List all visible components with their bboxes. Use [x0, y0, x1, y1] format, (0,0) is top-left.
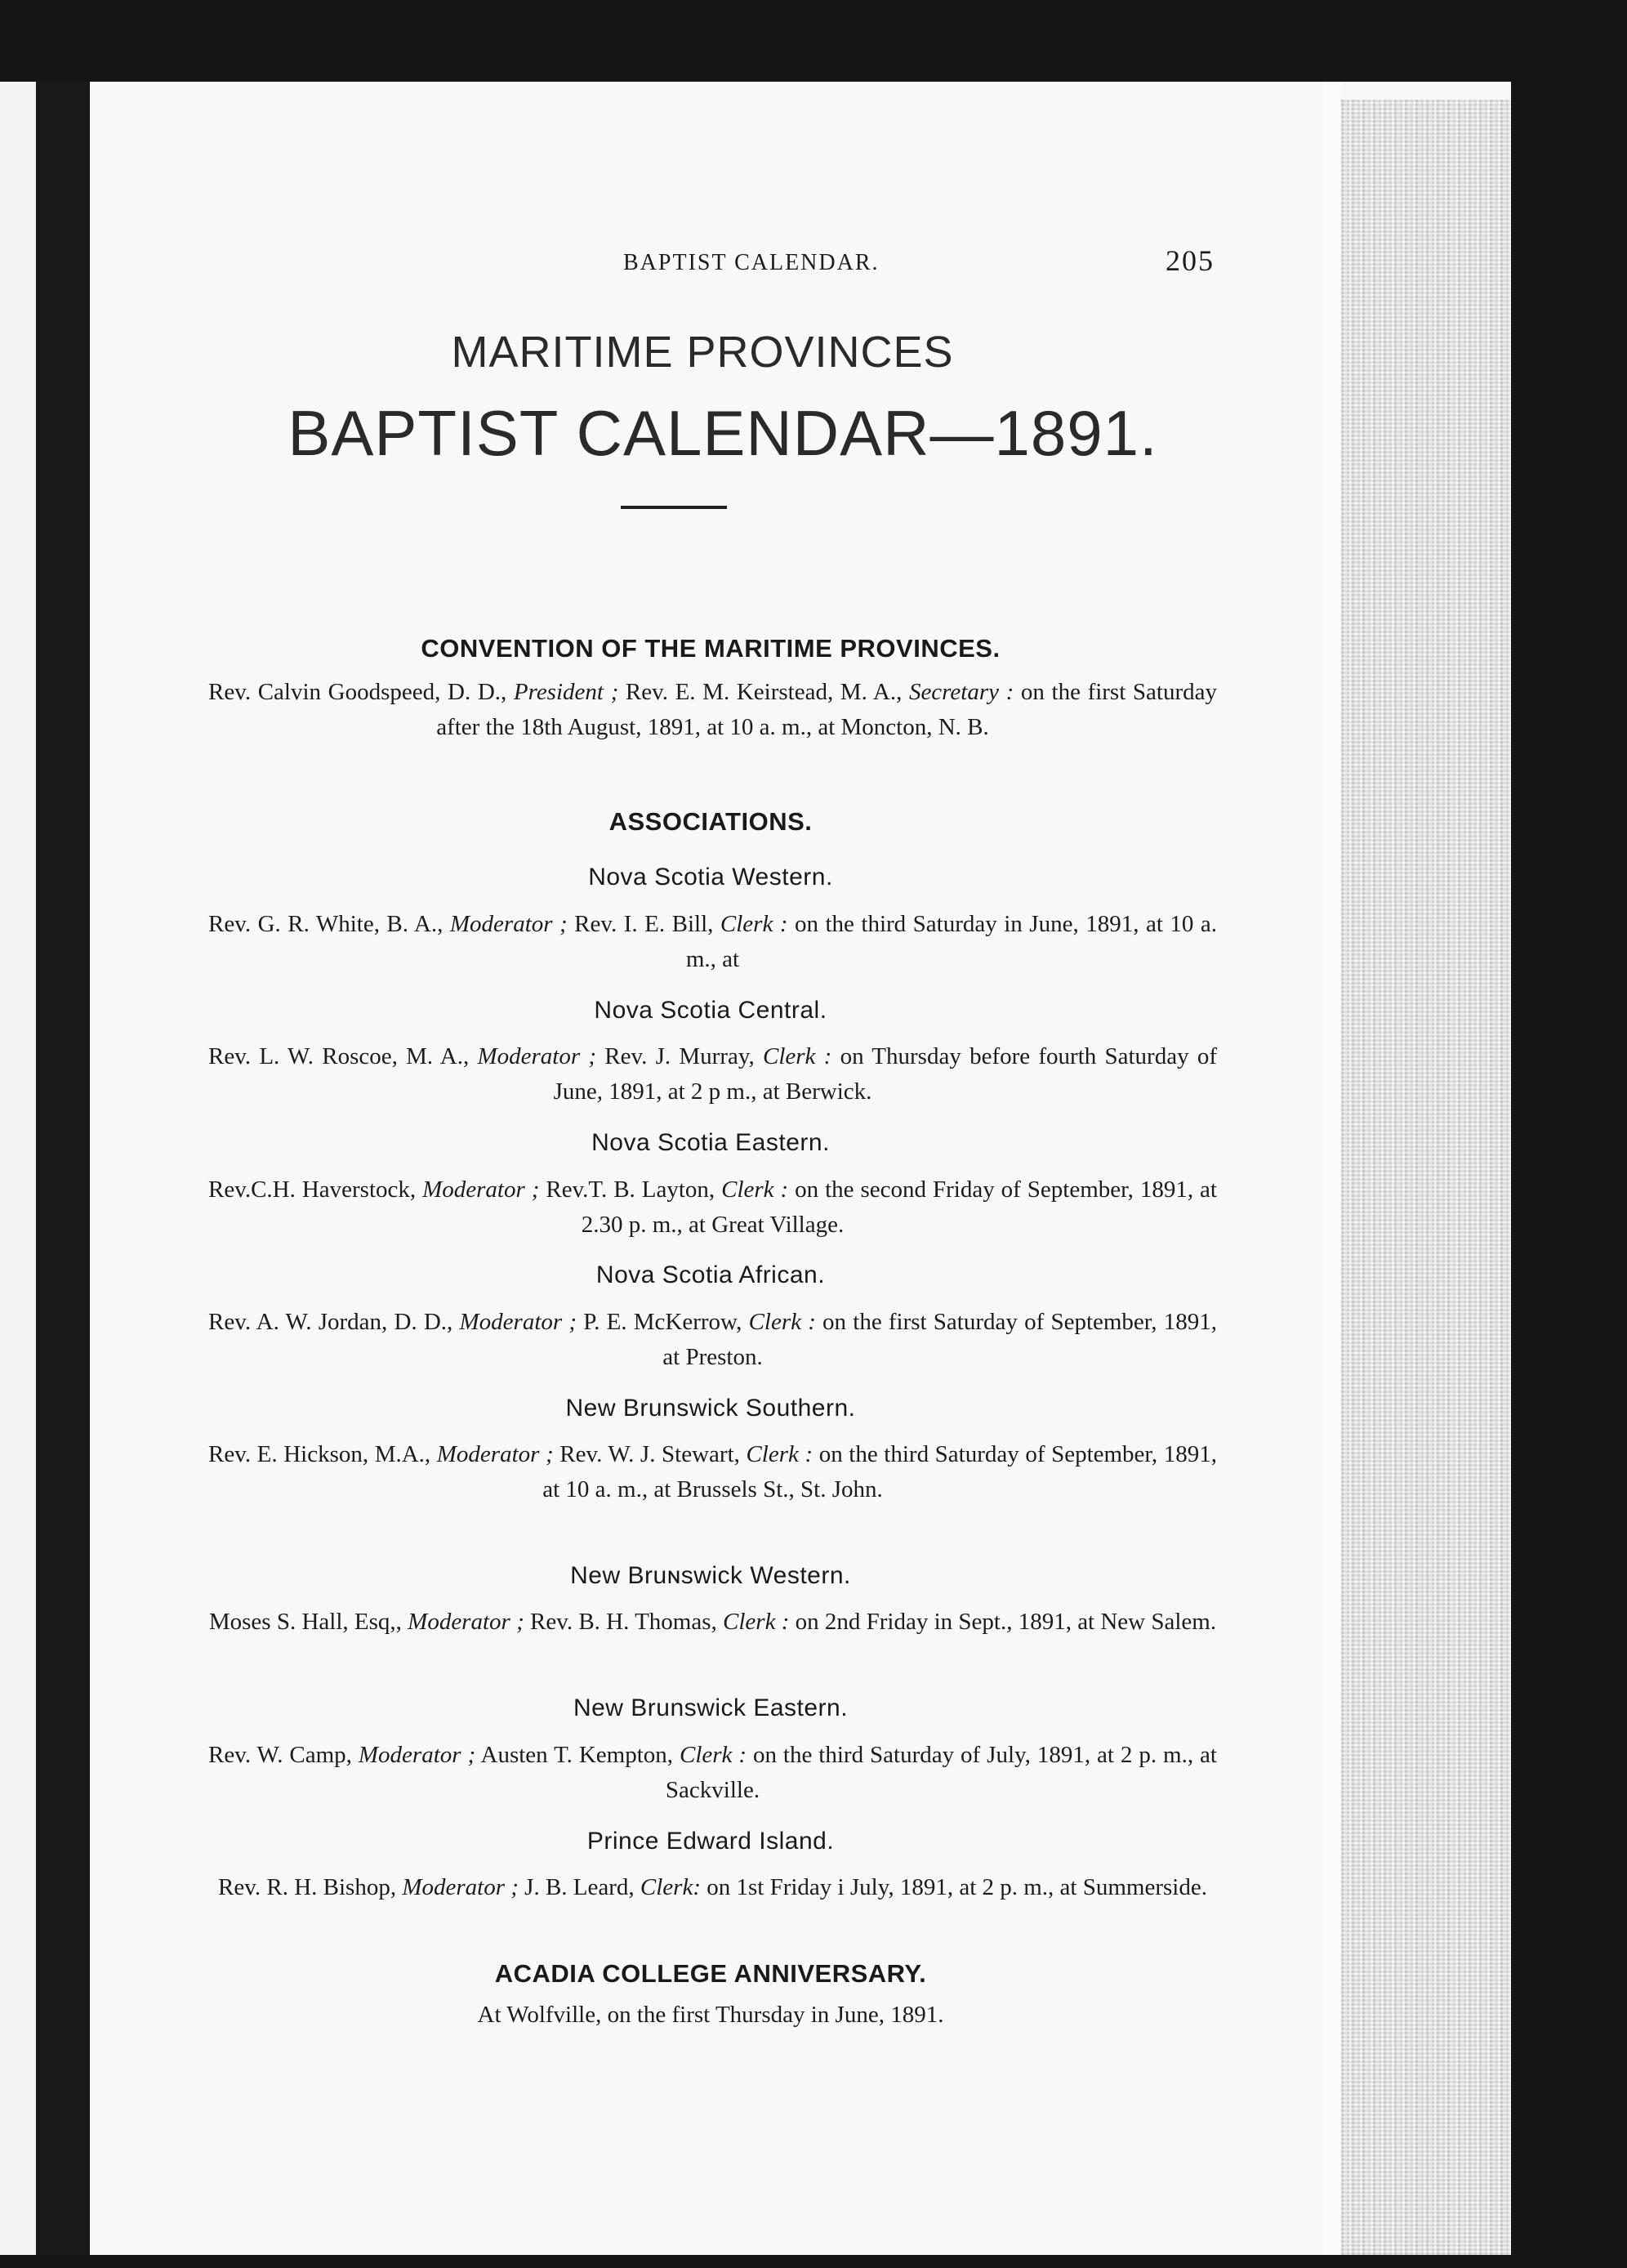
association-mid: J. B. Leard,: [518, 1874, 640, 1900]
convention-text: [208, 675, 1217, 745]
book-gutter: [36, 82, 90, 2255]
convention-role-a: President ;: [513, 679, 619, 705]
association-role-moderator: Moderator ;: [358, 1742, 476, 1768]
page-stack-edges: [1341, 100, 1511, 2255]
association-role-moderator: Moderator ;: [422, 1176, 540, 1203]
association-lead: Rev. W. Camp,: [208, 1742, 359, 1768]
title-rule: [621, 506, 727, 509]
association-tail: on 2nd Friday in Sept., 1891, at New Salem.: [789, 1609, 1217, 1635]
association-tail: on the second Friday of September, 1891, at 2.30 p. m., at Great Village.: [581, 1176, 1217, 1238]
acadia-heading: ACADIA COLLEGE ANNIVERSARY.: [494, 1959, 927, 1988]
association-tail: on the third Saturday of September, 1891, at 10 a. m., at Brussels St., St. John.: [542, 1441, 1218, 1502]
association-role-clerk: Clerk :: [748, 1309, 816, 1335]
running-title: BAPTIST CALENDAR.: [623, 250, 880, 275]
association-name: Nova Scotia African.: [595, 1261, 826, 1288]
association-role-clerk: Clerk :: [723, 1609, 790, 1635]
associations-heading: ASSOCIATIONS.: [608, 807, 813, 836]
association-lead: Rev. R. H. Bishop,: [218, 1874, 403, 1900]
association-name: New Brunswick Southern.: [565, 1395, 856, 1422]
convention-text-c: on the first Saturday after the 18th August, 1891, at 10 a. m., at Moncton, N. B.: [436, 679, 1217, 740]
association-role-moderator: Moderator ;: [402, 1874, 519, 1900]
association-lead: Rev.C.H. Haverstock,: [208, 1176, 423, 1203]
association-lead: Moses S. Hall, Esq,,: [208, 1609, 408, 1635]
acadia-text: At Wolfville, on the first Thursday in June, 1891.: [477, 2002, 944, 2028]
left-page-edge: [0, 82, 36, 2255]
association-text: [208, 1305, 1217, 1375]
association-tail: on the first Saturday of September, 1891, at Preston.: [662, 1309, 1217, 1370]
convention-role-b: Secretary :: [908, 679, 1014, 705]
page-content: [90, 82, 1323, 2255]
association-mid: Rev. J. Murray,: [596, 1043, 763, 1069]
association-lead: Rev. E. Hickson, M.A.,: [208, 1441, 437, 1467]
association-role-moderator: Moderator ;: [459, 1309, 577, 1335]
association-text: [208, 1437, 1217, 1507]
association-mid: Rev.T. B. Layton,: [539, 1176, 722, 1203]
association-lead: Rev. A. W. Jordan, D. D.,: [208, 1309, 460, 1335]
association-role-moderator: Moderator ;: [436, 1441, 554, 1467]
book-page: [90, 82, 1511, 2255]
convention-text-a: Rev. Calvin Goodspeed, D. D.,: [208, 679, 514, 705]
association-mid: P. E. McKerrow,: [577, 1309, 749, 1335]
association-text: [208, 1605, 1217, 1640]
title-line-1: MARITIME PROVINCES: [451, 328, 954, 377]
association-role-clerk: Clerk :: [746, 1441, 814, 1467]
association-mid: Rev. B. H. Thomas,: [524, 1609, 724, 1635]
association-lead: Rev. L. W. Roscoe, M. A.,: [208, 1043, 478, 1069]
association-role-clerk: Clerk :: [679, 1742, 747, 1768]
title-line-2: BAPTIST CALENDAR—1891.: [288, 397, 1158, 469]
association-name: New Brunswick Eastern.: [573, 1694, 849, 1721]
association-role-moderator: Moderator ;: [449, 911, 568, 937]
association-mid: Rev. I. E. Bill,: [567, 911, 720, 937]
association-role-clerk: Clerk :: [721, 1176, 789, 1203]
association-name: Nova Scotia Eastern.: [591, 1129, 830, 1156]
association-lead: Rev. G. R. White, B. A.,: [208, 911, 450, 937]
association-name: Nova Scotia Central.: [594, 997, 827, 1024]
association-name: Prince Edward Island.: [586, 1828, 835, 1855]
association-text: [208, 907, 1217, 977]
association-tail: on Thursday before fourth Saturday of June, 1891, at 2 p m., at Berwick.: [553, 1043, 1217, 1105]
association-name: New Bruɴswick Western.: [570, 1562, 851, 1589]
association-role-clerk: Clerk :: [762, 1043, 832, 1069]
association-tail: on the third Saturday of July, 1891, at 2 p. m., at Sackville.: [665, 1742, 1217, 1803]
association-text: [208, 1039, 1217, 1109]
association-mid: Austen T. Kempton,: [475, 1742, 680, 1768]
association-tail: on the third Saturday in June, 1891, at 10 a. m., at: [685, 911, 1217, 972]
convention-heading: CONVENTION OF THE MARITIME PROVINCES.: [421, 634, 1001, 663]
page-number: 205: [1166, 244, 1215, 277]
association-role-clerk: Clerk:: [640, 1874, 701, 1900]
association-role-moderator: Moderator ;: [408, 1609, 524, 1635]
association-text: [208, 1870, 1217, 1905]
association-name: Nova Scotia Western.: [588, 864, 833, 891]
association-mid: Rev. W. J. Stewart,: [553, 1441, 747, 1467]
association-text: [208, 1738, 1217, 1808]
association-text: [208, 1172, 1217, 1243]
association-tail: on 1st Friday i July, 1891, at 2 p. m., at Summerside.: [701, 1874, 1207, 1900]
convention-text-b: Rev. E. M. Keirstead, M. A.,: [618, 679, 909, 705]
association-role-clerk: Clerk :: [720, 911, 788, 937]
association-role-moderator: Moderator ;: [477, 1043, 597, 1069]
